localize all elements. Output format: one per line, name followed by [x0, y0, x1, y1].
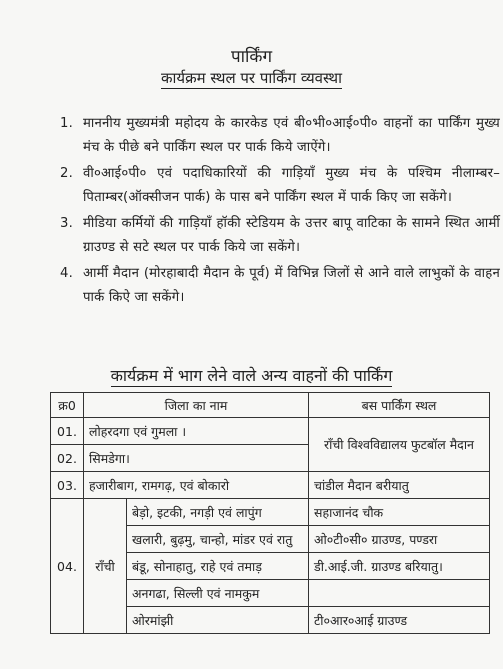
row-num: 01. [51, 418, 84, 445]
row-area: खलारी, बुढ़मु, चान्हो, मांडर एवं रातु [127, 526, 309, 553]
header-district: जिला का नाम [84, 393, 309, 418]
instruction-list [60, 112, 500, 312]
row-area: बंडू, सोनाहातु, राहे एवं तमाड़ [127, 553, 309, 580]
row-area: बेड़ो, इटकी, नगड़ी एवं लापुंग [127, 499, 309, 526]
list-text: माननीय मुख्यमंत्री महोदय के कारकेड एवं बी०भी०आई०पी० वाहनों का पार्किंग मुख्य मंच के पीछे बने पार्किंग स्थल पर पार्क किये जाऐंगे। [83, 116, 500, 155]
list-number: 1. [60, 116, 73, 131]
table-row [51, 418, 490, 445]
row-num: 02. [51, 445, 84, 472]
list-item [60, 212, 500, 260]
row-venue: राँची विश्वविद्यालय फुटबॉल मैदान [309, 418, 490, 472]
row-area: ओरमांझी [127, 607, 309, 634]
list-item [60, 112, 500, 160]
row-district: राँची [84, 499, 127, 634]
row-area: अनगढा, सिल्ली एवं नामकुम [127, 580, 309, 607]
table-title [0, 364, 503, 386]
row-num: 03. [51, 472, 84, 499]
row-district: लोहरदगा एवं गुमला । [84, 418, 309, 445]
list-item [60, 162, 500, 210]
page-subtitle [0, 68, 503, 88]
list-text: वी०आई०पी० एवं पदाधिकारियों की गाड़ियाँ मुख्य मंच के पश्चिम नीलाम्बर–पिताम्बर(ऑक्सीजन पार्क) के पास बने पार्किंग स्थल में पार्क किए जा सकेंगे। [83, 166, 500, 205]
list-number: 2. [60, 166, 73, 181]
row-venue: ओ०टी०सी० ग्राउण्ड, पण्डरा [309, 526, 490, 553]
header-num: क्र0 [51, 393, 84, 418]
table-row [51, 472, 490, 499]
row-num: 04. [51, 499, 84, 634]
table-title-text: कार्यक्रम में भाग लेने वाले अन्य वाहनों की पार्किंग [110, 366, 393, 385]
parking-table [50, 392, 490, 634]
header-venue: बस पार्किंग स्थल [309, 393, 490, 418]
list-number: 4. [60, 266, 73, 281]
row-venue [309, 580, 490, 607]
list-text: आर्मी मैदान (मोरहाबादी मैदान के पूर्व) में विभिन्न जिलों से आने वाले लाभुकों के वाहन पार्क किऐ जा सकेंगे। [83, 266, 500, 305]
list-item [60, 262, 500, 310]
row-district: हजारीबाग, रामगढ़, एवं बोकारो [84, 472, 309, 499]
table-header-row [51, 393, 490, 418]
list-text: मीडिया कर्मियों की गाड़ियाँ हॉकी स्टेडियम के उत्तर बापू वाटिका के सामने स्थित आर्मी ग्राउण्ड से सटे स्थल पर पार्क किये जा सकेंगे। [83, 216, 500, 255]
page-title: पार्किंग [230, 47, 273, 67]
row-venue: सहाजानंद चौक [309, 499, 490, 526]
subtitle-text: कार्यक्रम स्थल पर पार्किंग व्यवस्था [160, 69, 343, 87]
row-district: सिमडेगा। [84, 445, 309, 472]
list-number: 3. [60, 216, 73, 231]
row-venue: चांडील मैदान बरीयातु [309, 472, 490, 499]
table-row [51, 499, 490, 526]
row-venue: टी०आर०आई ग्राउण्ड [309, 607, 490, 634]
row-venue: डी.आई.जी. ग्राउण्ड बरियातु। [309, 553, 490, 580]
